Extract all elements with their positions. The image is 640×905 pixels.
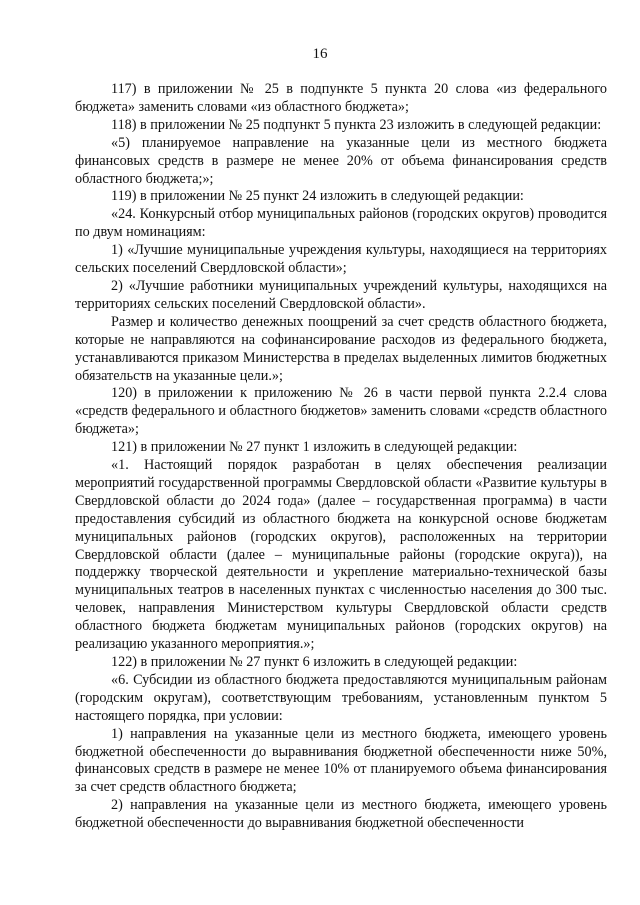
page-number: 16 bbox=[312, 46, 328, 62]
paragraph-119-item-2: 2) «Лучшие работники муниципальных учреждений культуры, находящихся на территориях сельских поселений Свердловской области». bbox=[75, 277, 607, 312]
document-body bbox=[75, 81, 607, 833]
paragraph-117: 117) в приложении № 25 в подпункте 5 пункта 20 слова «из федерального бюджета» заменить словами «из областного бюджета»; bbox=[75, 81, 607, 115]
paragraph-119-rewards: Размер и количество денежных поощрений за счет средств областного бюджета, которые не направляются на софинансирование расходов из федерального бюджета, устанавливаются приказом Министерства в пределах выделенных лимитов бюджетных обязательств на указанные цели.»; bbox=[75, 313, 607, 384]
paragraph-119-quote: «24. Конкурсный отбор муниципальных районов (городских округов) проводится по двум номинациям: bbox=[75, 206, 607, 241]
paragraph-122-item-1: 1) направления на указанные цели из местного бюджета, имеющего уровень бюджетной обеспеченности до выравнивания бюджетной обеспеченности ниже 50%, финансовых средств в размере не менее 10% от планируемого объема финансирования за счет средств областного бюджета; bbox=[75, 725, 607, 796]
paragraph-121-quote: «1. Настоящий порядок разработан в целях обеспечения реализации мероприятий государственной программы Свердловской области «Развитие культуры в Свердловской области до 2024 года» (далее – государственная программа) в части предоставления субсидий из областного бюджета на конкурсной основе бюджетам муниципальных районов (городских округов), расположенных на территории Свердловской области (далее – муниципальные районы (городские округа)), на поддержку творческой деятельности и укрепление материально-технической базы муниципальных театров в населенных пунктах с численностью населения до 300 тыс. человек, направления Министерством культуры Свердловской области средств областного бюджета бюджетам муниципальных районов (городских округов) на реализацию указанного мероприятия.»; bbox=[75, 457, 607, 653]
paragraph-118-quote: «5) планируемое направление на указанные цели из местного бюджета финансовых средств в размере не менее 20% от объема финансирования средств областного бюджета;»; bbox=[75, 134, 607, 187]
paragraph-120: 120) в приложении к приложению № 26 в части первой пункта 2.2.4 слова «средств федерального и областного бюджетов» заменить словами «средств областного бюджета»; bbox=[75, 385, 607, 438]
paragraph-122-item-2: 2) направления на указанные цели из местного бюджета, имеющего уровень бюджетной обеспеченности до выравнивания бюджетной обеспеченности bbox=[75, 797, 607, 832]
paragraph-119-item-1: 1) «Лучшие муниципальные учреждения культуры, находящиеся на территориях сельских поселений Свердловской области»; bbox=[75, 242, 607, 277]
paragraph-119: 119) в приложении № 25 пункт 24 изложить в следующей редакции: bbox=[111, 188, 524, 205]
paragraph-121: 121) в приложении № 27 пункт 1 изложить в следующей редакции: bbox=[111, 439, 518, 456]
paragraph-122-quote: «6. Субсидии из областного бюджета предоставляются муниципальным районам (городским округам), соответствующим требованиям, установленным пунктом 5 настоящего порядка, при условии: bbox=[75, 671, 607, 724]
paragraph-122: 122) в приложении № 27 пункт 6 изложить в следующей редакции: bbox=[111, 654, 518, 670]
paragraph-118: 118) в приложении № 25 подпункт 5 пункта 23 изложить в следующей редакции: bbox=[111, 116, 602, 133]
